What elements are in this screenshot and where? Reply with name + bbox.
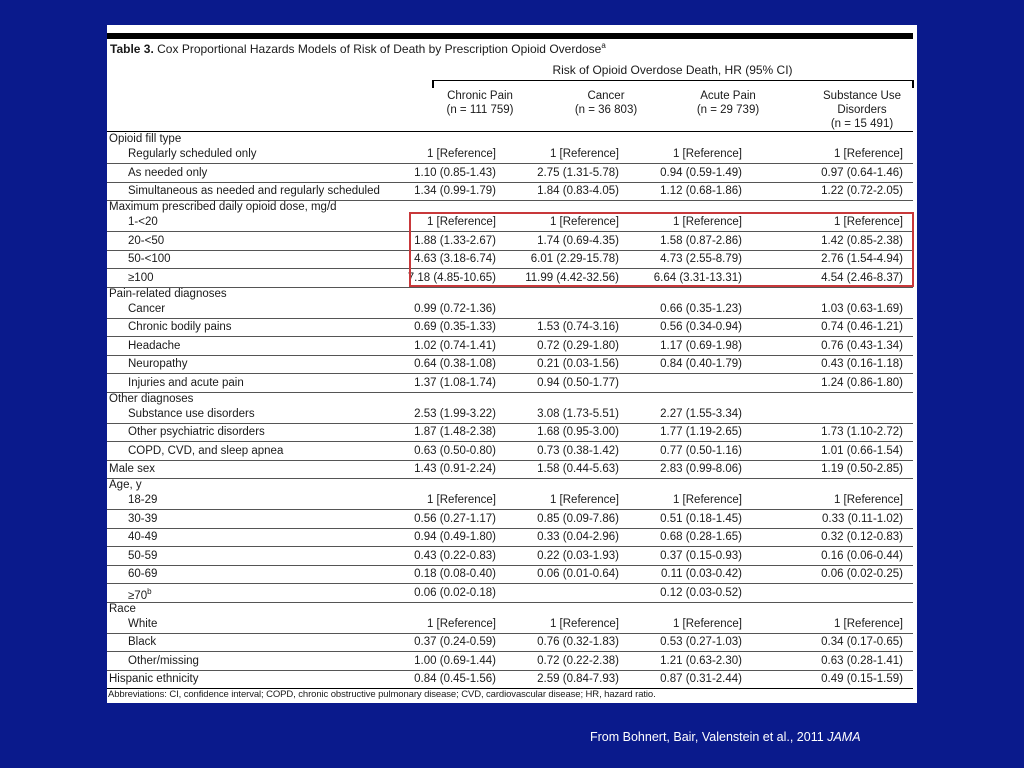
row-label-text: Regularly scheduled only [128, 148, 257, 160]
table-title-footnote-mark: a [601, 41, 606, 50]
row-label [128, 377, 244, 389]
row-label [128, 513, 157, 525]
hr-cell: 1 [Reference] [549, 148, 619, 160]
hr-cell: 1.17 (0.69-1.98) [660, 339, 742, 352]
column-header-line: Substance Use [823, 90, 901, 102]
hr-cell: 0.87 (0.31-2.44) [660, 673, 742, 685]
table-row [107, 602, 913, 634]
source-credit-journal: JAMA [827, 730, 861, 744]
table-row [107, 373, 913, 393]
column-header-line: Cancer [587, 90, 625, 102]
column-header-chronic-pain [425, 89, 535, 117]
hr-cell: 1.01 (0.66-1.54) [821, 444, 903, 457]
hr-cell: 4.63 (3.18-6.74) [414, 253, 496, 265]
row-label [128, 253, 171, 265]
hr-cell: 0.84 (0.45-1.56) [414, 673, 496, 685]
hr-cell: 1 [Reference] [672, 617, 742, 630]
row-label-text: 60-69 [128, 568, 158, 580]
risk-header-bracket [432, 80, 914, 88]
row-label-text: 30-39 [128, 512, 158, 525]
row-label [128, 445, 283, 457]
hr-cell: 0.43 (0.16-1.18) [821, 358, 903, 370]
hr-cell: 4.54 (2.46-8.37) [821, 271, 903, 284]
table-row [107, 478, 913, 510]
hr-cell: 4.73 (2.55-8.79) [660, 253, 742, 265]
hr-cell: 0.76 (0.32-1.83) [537, 636, 619, 648]
hr-cell: 0.16 (0.06-0.44) [821, 549, 903, 562]
table-row [107, 546, 913, 566]
row-label: Male sex [109, 463, 156, 475]
hr-cell: 1.74 (0.69-4.35) [537, 234, 619, 247]
row-label [128, 618, 157, 630]
row-label [128, 185, 380, 197]
hr-cell: 0.33 (0.04-2.96) [537, 531, 619, 543]
hr-cell: 1.37 (1.08-1.74) [414, 376, 496, 389]
dose-highlight-box [409, 212, 914, 287]
row-label [128, 167, 207, 179]
hr-cell: 0.37 (0.15-0.93) [660, 549, 742, 562]
hr-cell: 1.02 (0.74-1.41) [414, 339, 496, 352]
hr-cell: 1.42 (0.85-2.38) [821, 234, 903, 247]
row-label-text: Other psychiatric disorders [128, 426, 265, 438]
column-header-line: Acute Pain [700, 90, 756, 102]
row-group-label: Opioid fill type [109, 133, 182, 145]
hr-cell: 0.94 (0.49-1.80) [414, 531, 496, 543]
row-label [128, 235, 164, 247]
column-header-line: (n = 36 803) [574, 104, 638, 116]
column-header-line: Chronic Pain [447, 90, 513, 102]
hr-cell: 0.56 (0.27-1.17) [414, 512, 496, 525]
hr-cell: 2.27 (1.55-3.34) [660, 407, 742, 420]
table-row [107, 441, 913, 461]
table-row [107, 182, 913, 202]
table-row [107, 163, 913, 183]
table-title-number: Table 3. [110, 42, 154, 56]
hr-cell: 1 [Reference] [549, 216, 619, 228]
row-group-label: Maximum prescribed daily opioid dose, mg/d [109, 201, 337, 213]
hr-cell: 0.06 (0.02-0.25) [821, 568, 903, 580]
hr-cell: 0.51 (0.18-1.45) [660, 512, 742, 525]
row-label-text: 18-29 [128, 494, 158, 506]
row-label [128, 655, 199, 667]
hr-cell: 0.63 (0.50-0.80) [414, 444, 496, 457]
row-label-text: As needed only [128, 166, 208, 179]
hr-cell: 2.53 (1.99-3.22) [414, 407, 496, 420]
hr-cell: 1.21 (0.63-2.30) [660, 654, 742, 667]
row-label-footnote-mark: b [147, 586, 152, 596]
hr-cell: 1.24 (0.86-1.80) [821, 376, 903, 389]
hr-cell: 7.18 (4.85-10.65) [407, 271, 496, 284]
column-header-substance-use [807, 89, 917, 131]
row-group-label: Race [109, 602, 136, 615]
hr-cell: 1.84 (0.83-4.05) [537, 185, 619, 197]
hr-cell: 0.76 (0.43-1.34) [821, 339, 903, 352]
column-header-line: (n = 15 491) [830, 118, 894, 130]
hr-cell: 1.58 (0.87-2.86) [660, 234, 742, 247]
table-row [107, 355, 913, 375]
table-row [107, 528, 913, 548]
hr-cell: 0.72 (0.22-2.38) [537, 654, 619, 667]
hr-cell: 1 [Reference] [426, 216, 496, 228]
hr-cell: 0.73 (0.38-1.42) [537, 444, 619, 457]
hr-cell: 0.18 (0.08-0.40) [414, 568, 496, 580]
hr-cell: 0.06 (0.02-0.18) [414, 586, 496, 599]
table-title-text: Cox Proportional Hazards Models of Risk of Death by Prescription Opioid Overdose [157, 42, 602, 56]
hr-cell: 1 [Reference] [549, 617, 619, 630]
hr-cell: 0.49 (0.15-1.59) [821, 673, 903, 685]
hr-cell: 1.00 (0.69-1.44) [414, 654, 496, 667]
hr-cell: 1.19 (0.50-2.85) [821, 463, 903, 475]
hr-cell: 0.06 (0.01-0.64) [537, 568, 619, 580]
hr-cell: 0.37 (0.24-0.59) [414, 636, 496, 648]
hr-cell: 0.68 (0.28-1.65) [660, 531, 742, 543]
column-header-cancer [551, 89, 661, 117]
hr-cell: 0.11 (0.03-0.42) [661, 568, 742, 580]
table-row [107, 336, 913, 356]
table-top-rule [107, 33, 913, 39]
table-row [107, 670, 913, 690]
row-label [128, 321, 232, 333]
row-label-text: Headache [128, 339, 181, 352]
row-group-label: Age, y [109, 479, 142, 491]
hr-cell: 1.12 (0.68-1.86) [660, 185, 742, 197]
hr-cell: 1.43 (0.91-2.24) [414, 463, 496, 475]
table-row [107, 460, 913, 480]
hr-cell: 1.77 (1.19-2.65) [660, 426, 742, 438]
hr-cell: 1.87 (1.48-2.38) [414, 426, 496, 438]
risk-header: Risk of Opioid Overdose Death, HR (95% CI) [552, 63, 793, 77]
hr-cell: 2.75 (1.31-5.78) [537, 166, 619, 179]
source-credit [590, 730, 861, 744]
row-label-text: Simultaneous as needed and regularly scheduled [128, 185, 380, 197]
row-label-text: ≥100 [128, 271, 154, 284]
hr-cell: 0.53 (0.27-1.03) [660, 636, 742, 648]
table-row [107, 318, 913, 338]
hr-cell: 1 [Reference] [549, 494, 619, 506]
hr-cell: 1.53 (0.74-3.16) [537, 321, 619, 333]
hr-cell: 0.21 (0.03-1.56) [537, 358, 619, 370]
row-label: Hispanic ethnicity [109, 673, 199, 685]
hr-cell: 1 [Reference] [426, 148, 496, 160]
hr-cell: 1 [Reference] [672, 494, 742, 506]
hr-cell: 1 [Reference] [426, 617, 496, 630]
row-label [128, 216, 158, 228]
row-label [128, 272, 154, 284]
hr-cell: 1.22 (0.72-2.05) [821, 185, 903, 197]
column-header-line: (n = 111 759) [446, 104, 514, 116]
row-label [128, 358, 187, 370]
row-label-text: Neuropathy [128, 358, 188, 370]
row-group-label: Other diagnoses [109, 392, 194, 405]
row-label [128, 531, 157, 543]
hr-cell: 0.34 (0.17-0.65) [821, 636, 903, 648]
table-row [107, 423, 913, 443]
hr-cell: 6.01 (2.29-15.78) [530, 253, 619, 265]
row-label-text: 20-<50 [128, 234, 165, 247]
hr-cell: 3.08 (1.73-5.51) [537, 407, 619, 420]
hr-cell: 1.88 (1.33-2.67) [414, 234, 496, 247]
row-label [128, 340, 180, 352]
row-label [128, 426, 265, 438]
hr-cell: 0.74 (0.46-1.21) [821, 321, 903, 333]
table-panel [107, 25, 917, 703]
row-label-text: Injuries and acute pain [128, 376, 244, 389]
hr-cell: 2.76 (1.54-4.94) [821, 253, 903, 265]
hr-cell: 0.69 (0.35-1.33) [414, 321, 496, 333]
row-label-text: Other/missing [128, 654, 199, 667]
hr-cell: 2.59 (0.84-7.93) [537, 673, 619, 685]
hr-cell: 6.64 (3.31-13.31) [653, 271, 742, 284]
hr-cell: 0.43 (0.22-0.83) [414, 549, 496, 562]
row-label-text: 50-59 [128, 549, 158, 562]
hr-cell: 1.58 (0.44-5.63) [537, 463, 619, 475]
hr-cell: 1.10 (0.85-1.43) [414, 166, 496, 179]
hr-cell: 0.99 (0.72-1.36) [414, 302, 496, 315]
row-group-label: Pain-related diagnoses [109, 287, 227, 300]
table-title [110, 41, 606, 56]
hr-cell: 0.63 (0.28-1.41) [821, 654, 903, 667]
hr-cell: 1 [Reference] [833, 148, 903, 160]
table-row [107, 651, 913, 671]
row-label-text: 1-<20 [128, 216, 158, 228]
hr-cell: 2.83 (0.99-8.06) [660, 463, 742, 475]
hr-cell: 0.32 (0.12-0.83) [821, 531, 903, 543]
hr-cell: 1 [Reference] [833, 494, 903, 506]
row-label-text: Black [128, 636, 157, 648]
source-credit-text: From Bohnert, Bair, Valenstein et al., 2011 [590, 730, 824, 744]
table-row [107, 633, 913, 653]
hr-cell: 1.68 (0.95-3.00) [537, 426, 619, 438]
row-label-text: 50-<100 [128, 253, 171, 265]
hr-cell: 11.99 (4.42-32.56) [525, 271, 619, 284]
row-label-text: ≥70 [128, 589, 148, 602]
row-label [128, 587, 152, 602]
hr-cell: 0.94 (0.50-1.77) [537, 376, 619, 389]
table-row [107, 392, 913, 424]
hr-cell: 0.66 (0.35-1.23) [660, 302, 742, 315]
column-header-line: (n = 29 739) [696, 104, 760, 116]
hr-cell: 0.22 (0.03-1.93) [537, 549, 619, 562]
hr-cell: 1.73 (1.10-2.72) [821, 426, 903, 438]
table-row [107, 565, 913, 585]
hr-cell: 0.33 (0.11-1.02) [822, 512, 903, 525]
hr-cell: 0.84 (0.40-1.79) [660, 358, 742, 370]
hr-cell: 1 [Reference] [833, 216, 903, 228]
column-header-acute-pain [673, 89, 783, 117]
hr-cell: 1.34 (0.99-1.79) [414, 185, 496, 197]
row-label [128, 148, 257, 160]
hr-cell: 0.12 (0.03-0.52) [660, 586, 742, 599]
hr-cell: 1.03 (0.63-1.69) [821, 302, 903, 315]
row-label [128, 408, 255, 420]
hr-cell: 0.72 (0.29-1.80) [537, 339, 619, 352]
row-label [128, 568, 157, 580]
hr-cell: 0.85 (0.09-7.86) [537, 512, 619, 525]
table-footnote: Abbreviations: CI, confidence interval; COPD, chronic obstructive pulmonary disease; CVD, cardiovascular disease; HR, hazard ratio. [108, 689, 656, 700]
row-label-text: 40-49 [128, 531, 158, 543]
hr-cell: 0.97 (0.64-1.46) [821, 166, 903, 179]
hr-cell: 0.64 (0.38-1.08) [414, 358, 496, 370]
hr-cell: 0.94 (0.59-1.49) [660, 166, 742, 179]
hr-cell: 0.77 (0.50-1.16) [660, 444, 742, 457]
row-label [128, 550, 157, 562]
hr-cell: 1 [Reference] [672, 216, 742, 228]
column-header-line: Disorders [837, 104, 887, 116]
row-label-text: White [128, 617, 158, 630]
hr-cell: 1 [Reference] [672, 148, 742, 160]
row-label-text: Cancer [128, 302, 166, 315]
hr-cell: 1 [Reference] [833, 617, 903, 630]
row-label-text: Substance use disorders [128, 407, 255, 420]
row-label-text: Chronic bodily pains [128, 321, 232, 333]
table-row [107, 132, 913, 164]
table-row [107, 509, 913, 529]
row-label-text: COPD, CVD, and sleep apnea [128, 444, 284, 457]
row-label [128, 636, 156, 648]
hr-cell: 0.56 (0.34-0.94) [660, 321, 742, 333]
row-label [128, 303, 165, 315]
table-row [107, 287, 913, 319]
row-label [128, 494, 157, 506]
table-row [107, 583, 913, 603]
hr-cell: 1 [Reference] [426, 494, 496, 506]
